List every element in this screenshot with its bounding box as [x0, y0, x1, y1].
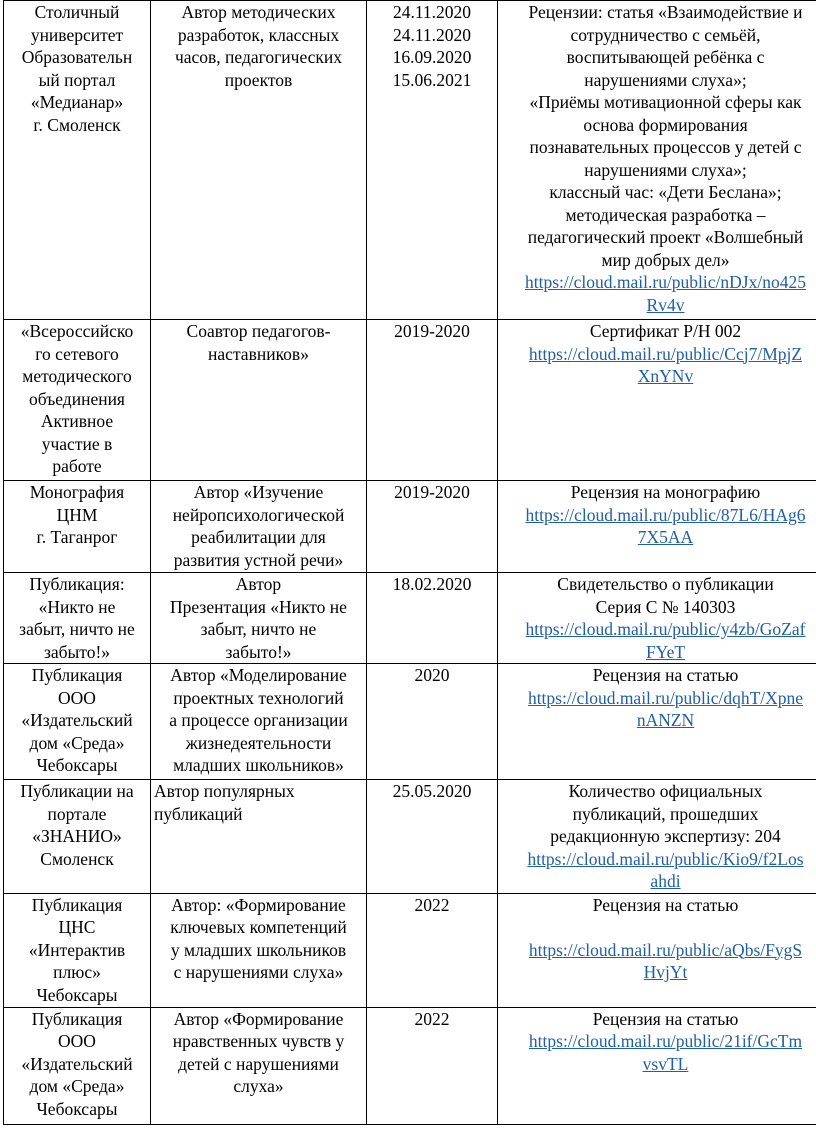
date-cell [367, 664, 498, 780]
cloud-link[interactable]: HvjYt [643, 962, 688, 982]
result-text: Сертификат Р/Н 002 [589, 321, 742, 341]
table-row [4, 1, 816, 320]
date-text: 2022 [414, 1008, 450, 1029]
cloud-link[interactable]: https://cloud.mail.ru/public/87L6/HAg6 [525, 504, 806, 525]
date-text: 2020 [414, 665, 450, 685]
role-text: слуха» [233, 1076, 284, 1096]
date-text: 15.06.2021 [392, 69, 472, 90]
result-text: нарушениями слуха»; [584, 159, 747, 180]
role-text: забыто!» [225, 641, 292, 662]
org-text: «Медианар» [30, 92, 124, 112]
org-text: г. Таганрог [36, 527, 118, 547]
blank-line [501, 916, 816, 939]
date-text: 2022 [414, 894, 450, 915]
role-text: Автор популярных [154, 781, 295, 801]
org-text: Публикация [31, 1008, 123, 1029]
role-text: а процессе организации [169, 710, 348, 730]
role-cell [151, 664, 367, 780]
org-text: «Издательский [21, 710, 133, 730]
org-text: Публикация [31, 894, 123, 915]
org-cell [4, 664, 151, 780]
result-text: нарушениями слуха»; [584, 69, 747, 90]
org-text: Публикации на [20, 781, 134, 801]
table-row [4, 320, 816, 481]
date-cell [367, 481, 498, 573]
cloud-link[interactable]: https://cloud.mail.ru/public/21if/GcTm [528, 1031, 803, 1051]
org-text: Смоленск [40, 848, 114, 869]
result-cell [498, 320, 816, 481]
result-cell [498, 664, 816, 780]
date-cell [367, 1, 498, 320]
role-text: проектов [224, 69, 293, 90]
org-text: методического [22, 366, 132, 386]
org-text: участие в [41, 433, 113, 454]
org-cell [4, 320, 151, 481]
result-text: Серия С № 140303 [595, 596, 736, 617]
result-text: «Приёмы мотивационной сферы как [529, 92, 802, 112]
org-text: Образовательн [21, 47, 133, 67]
org-text: Столичный [34, 2, 120, 22]
org-text: Чебоксары [36, 1098, 118, 1119]
role-cell [151, 481, 367, 573]
result-text: Рецензия на статью [592, 1008, 739, 1029]
role-text: Соавтор педагогов- [186, 321, 331, 341]
result-text: основа формирования [583, 114, 748, 135]
result-cell [498, 573, 816, 664]
role-text: Автор [235, 574, 282, 594]
org-text: Публикация: [29, 574, 125, 594]
result-text: педагогический проект «Волшебный [527, 227, 804, 247]
org-text: работе [52, 456, 102, 476]
org-cell [4, 893, 151, 1007]
result-text: познавательных процессов у детей с [529, 137, 802, 157]
result-text: Рецензии: статья «Взаимодействие и [528, 2, 803, 22]
cloud-link[interactable]: https://cloud.mail.ru/public/nDJx/no425 [525, 272, 806, 292]
cloud-link[interactable]: 7X5AA [637, 527, 694, 547]
cloud-link[interactable]: https://cloud.mail.ru/public/aQbs/FygS [528, 939, 803, 960]
result-text: мир добрых дел» [601, 249, 730, 270]
result-text: Рецензия на монографию [570, 482, 761, 502]
result-cell [498, 893, 816, 1007]
org-text: «Всероссийско [20, 321, 134, 341]
role-text: наставников» [208, 343, 309, 364]
date-cell [367, 573, 498, 664]
role-text: развития устной речи» [173, 549, 344, 570]
date-text: 18.02.2020 [392, 574, 472, 594]
org-text: ый портал [38, 69, 116, 90]
org-text: «Интерактив [28, 939, 126, 960]
org-text: объединения [29, 388, 125, 409]
role-text: с нарушениями слуха» [173, 962, 344, 982]
role-cell [151, 320, 367, 481]
date-cell [367, 1007, 498, 1124]
role-text: Автор «Моделирование [170, 665, 347, 685]
table-row [4, 664, 816, 780]
result-text: публикаций, прошедших [572, 803, 759, 824]
org-text: «Издательский [21, 1053, 133, 1074]
role-cell [151, 1, 367, 320]
cloud-link[interactable]: FYeT [645, 641, 686, 662]
result-cell [498, 1, 816, 320]
date-cell [367, 780, 498, 894]
table-row [4, 893, 816, 1007]
org-text: ЦНС [58, 917, 96, 937]
role-text: Автор «Изучение [193, 482, 324, 502]
date-text: 24.11.2020 [392, 2, 472, 22]
role-text: проектных технологий [173, 687, 344, 708]
org-cell [4, 780, 151, 894]
org-text: дом «Среда» [29, 1076, 125, 1096]
role-cell [151, 780, 367, 894]
cloud-link[interactable]: https://cloud.mail.ru/public/y4zb/GoZaf [525, 619, 806, 639]
org-text: плюс» [53, 962, 101, 982]
date-cell [367, 893, 498, 1007]
result-text: Рецензия на статью [592, 894, 739, 915]
cloud-link[interactable]: nANZN [636, 710, 695, 730]
role-text: ключевых компетенций [170, 917, 347, 937]
result-text: воспитывающей ребёнка с [566, 47, 765, 67]
table-row [4, 1007, 816, 1124]
org-text: Чебоксары [36, 755, 118, 775]
org-cell [4, 481, 151, 573]
role-text: у младших школьников [170, 939, 347, 960]
org-text: го сетевого [35, 343, 119, 364]
result-text: классный час: «Дети Беслана»; [549, 182, 782, 202]
result-cell [498, 1007, 816, 1124]
cloud-link[interactable]: https://cloud.mail.ru/public/dqhT/Xpne [527, 687, 804, 708]
result-text: сотрудничество с семьёй, [570, 24, 761, 45]
date-text: 24.11.2020 [392, 24, 472, 45]
cloud-link[interactable]: ahdi [650, 871, 681, 891]
role-text: младших школьников» [173, 755, 344, 775]
result-text: методическая разработка – [565, 204, 766, 225]
org-text: «Никто не [38, 596, 116, 617]
role-text: забыт, ничто не [200, 619, 317, 639]
date-text: 2019-2020 [394, 321, 470, 341]
result-text: Свидетельство о публикации [557, 574, 774, 594]
date-text: 16.09.2020 [392, 47, 472, 67]
org-text: ООО [58, 687, 96, 708]
org-text: Активное [40, 411, 114, 431]
table-row [4, 780, 816, 894]
result-text: Количество официальных [568, 781, 763, 801]
org-cell [4, 1007, 151, 1124]
org-text: забыто!» [43, 641, 111, 662]
table-row [4, 573, 816, 664]
org-text: ЦНМ [56, 504, 98, 525]
org-text: забыт, ничто не [19, 619, 135, 639]
role-text: нейропсихологической [172, 504, 345, 525]
role-text: часов, педагогических [174, 47, 343, 67]
role-cell [151, 573, 367, 664]
org-text: г. Смоленск [33, 114, 121, 135]
role-text: Автор методических [181, 2, 336, 22]
role-text: нравственных чувств у [172, 1031, 345, 1051]
cloud-link[interactable]: vsvTL [642, 1053, 689, 1074]
role-text: публикаций [154, 803, 243, 824]
achievements-table [3, 0, 816, 1125]
role-text: Автор: «Формирование [171, 894, 346, 915]
date-text: 2019-2020 [394, 482, 470, 502]
date-text: 25.05.2020 [392, 781, 472, 801]
role-text: реабилитации для [191, 527, 326, 547]
org-text: ООО [58, 1031, 96, 1051]
org-text: Монография [29, 482, 125, 502]
result-cell [498, 780, 816, 894]
org-text: дом «Среда» [29, 732, 125, 753]
role-text: Автор «Формирование [173, 1008, 344, 1029]
org-text: «ЗНАНИО» [32, 826, 122, 846]
role-cell [151, 893, 367, 1007]
org-text: Чебоксары [36, 984, 118, 1005]
org-cell [4, 1, 151, 320]
role-text: Презентация «Никто не [170, 596, 347, 617]
cloud-link[interactable]: XnYNv [637, 366, 694, 386]
date-cell [367, 320, 498, 481]
role-text: детей с нарушениями [178, 1053, 339, 1074]
cloud-link[interactable]: https://cloud.mail.ru/public/Ccj7/MpjZ [528, 343, 803, 364]
org-cell [4, 573, 151, 664]
result-text: Рецензия на статью [592, 665, 739, 685]
role-cell [151, 1007, 367, 1124]
role-text: разработок, классных [177, 24, 340, 45]
org-text: Публикация [31, 665, 123, 685]
org-text: портале [47, 803, 107, 824]
result-cell [498, 481, 816, 573]
org-text: университет [30, 24, 124, 45]
role-text: жизнедеятельности [185, 732, 332, 753]
cloud-link[interactable]: Rv4v [646, 294, 685, 315]
table-row [4, 481, 816, 573]
result-text: редакционную экспертизу: 204 [550, 826, 781, 846]
cloud-link[interactable]: https://cloud.mail.ru/public/Kio9/f2Los [527, 848, 804, 869]
